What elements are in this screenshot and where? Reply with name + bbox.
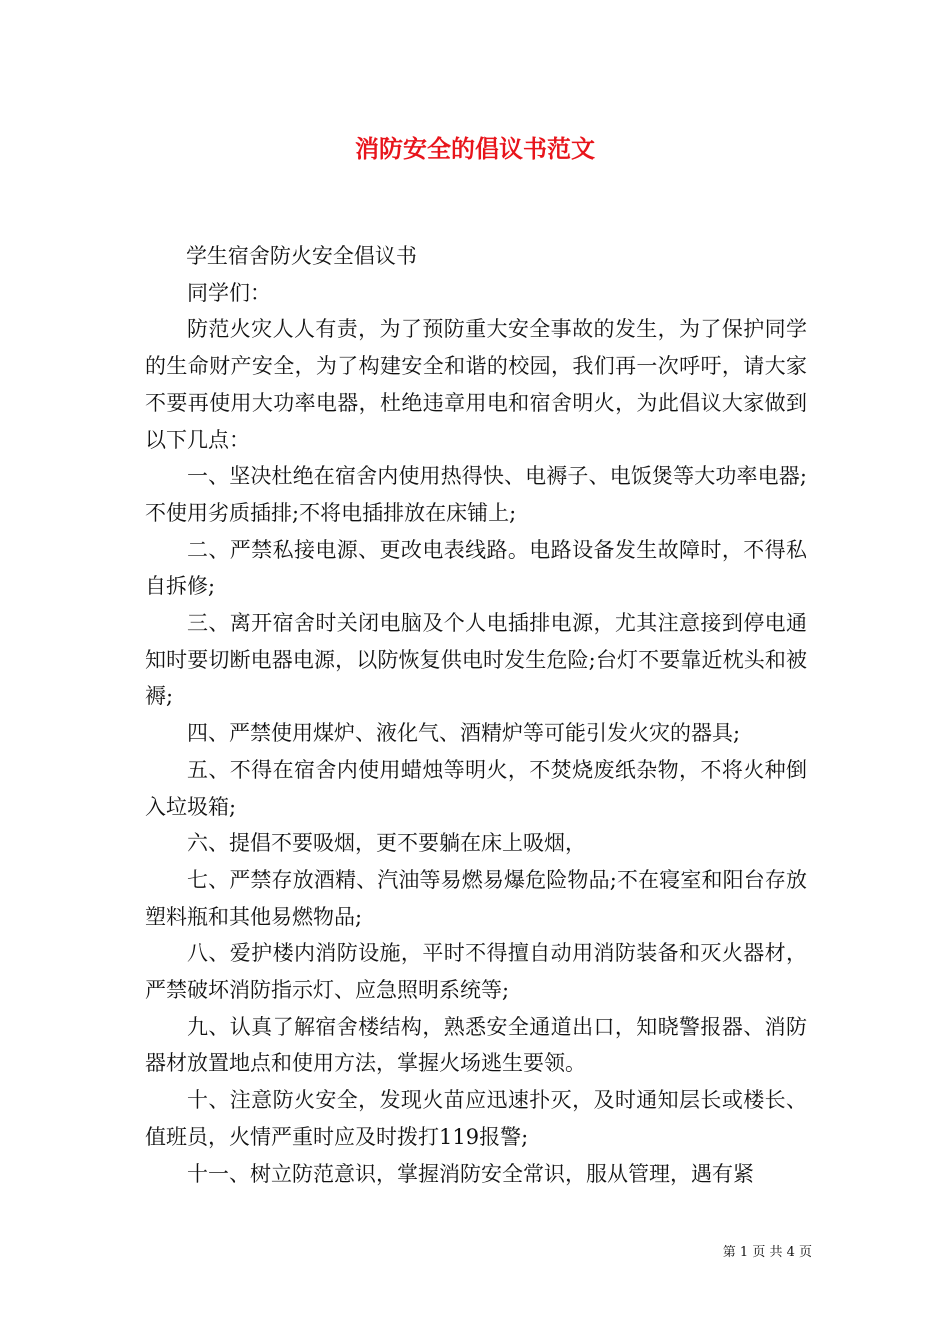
paragraph-item-2: 二、严禁私接电源、更改电表线路。电路设备发生故障时，不得私自拆修; (145, 537, 807, 599)
paragraph-item-9: 九、认真了解宿舍楼结构，熟悉安全通道出口，知晓警报器、消防器材放置地点和使用方法，掌握火场逃生要领。 (145, 1014, 807, 1076)
paragraph-intro: 防范火灾人人有责，为了预防重大安全事故的发生，为了保护同学的生命财产安全，为了构建安全和谐的校园，我们再一次呼吁，请大家不要再使用大功率电器，杜绝违章用电和宿舍明火，为此倡议大家做到以下几点： (145, 317, 807, 452)
paragraph-salutation: 同学们： (187, 280, 271, 305)
paragraph-item-5: 五、不得在宿舍内使用蜡烛等明火，不焚烧废纸杂物，不将火种倒入垃圾箱; (145, 757, 807, 819)
paragraph-subtitle: 学生宿舍防火安全倡议书 (185, 244, 417, 268)
paragraph-item-6: 六、提倡不要吸烟，更不要躺在床上吸烟， (187, 831, 586, 856)
paragraph-item-8: 八、爱护楼内消防设施，平时不得擅自动用消防装备和灭火器材，严禁破坏消防指示灯、应急照明系统等; (145, 941, 807, 1003)
paragraph-item-7: 七、严禁存放酒精、汽油等易燃易爆危险物品;不在寝室和阳台存放塑料瓶和其他易燃物品; (145, 867, 807, 929)
document-body (145, 238, 807, 1192)
paragraph-item-10: 十、注意防火安全，发现火苗应迅速扑灭，及时通知层长或楼长、值班员，火情严重时应及时拨打119报警; (145, 1088, 807, 1149)
paragraph-item-3: 三、离开宿舍时关闭电脑及个人电插排电源，尤其注意接到停电通知时要切断电器电源，以防恢复供电时发生危险;台灯不要靠近枕头和被褥; (145, 611, 807, 709)
paragraph-item-4: 四、严禁使用煤炉、液化气、酒精炉等可能引发火灾的器具; (187, 721, 741, 746)
document-title: 消防安全的倡议书范文 (355, 134, 595, 163)
paragraph-item-1: 一、坚决杜绝在宿舍内使用热得快、电褥子、电饭煲等大功率电器;不使用劣质插排;不将电插排放在床铺上; (145, 464, 807, 525)
page-footer: 第 1 页 共 4 页 (722, 1245, 812, 1260)
paragraph-item-11: 十一、树立防范意识，掌握消防安全常识，服从管理，遇有紧 (187, 1161, 754, 1186)
